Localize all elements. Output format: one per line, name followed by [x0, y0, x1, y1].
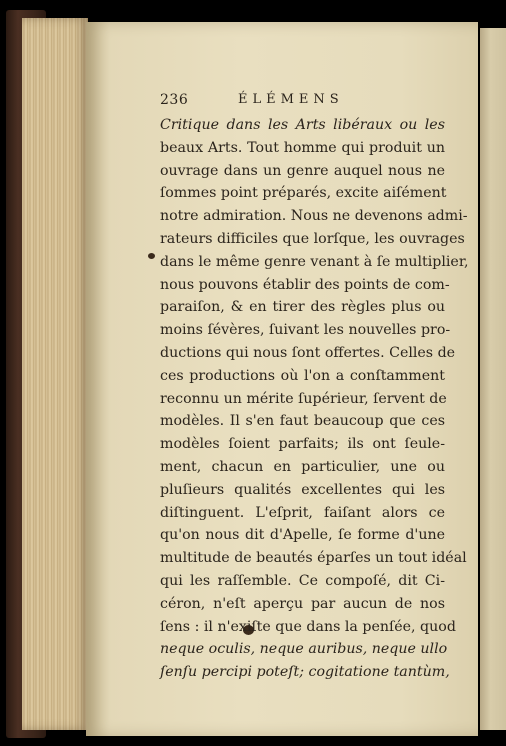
page-number: 236	[160, 92, 189, 108]
text-line: multitude de beautés éparſes un tout idéal	[160, 550, 467, 567]
page-block-edges	[22, 18, 88, 730]
ink-stain	[148, 253, 155, 259]
text-line: ces productions où l'on a conſtamment	[160, 367, 445, 384]
text-line: paraiſon, & en tirer des règles plus ou	[160, 299, 445, 316]
text-line: reconnu un mérite ſupérieur, ſervent de	[160, 390, 447, 407]
text-line: beaux Arts. Tout homme qui produit un	[160, 139, 445, 156]
text-line: qu'on nous dit d'Apelle, ſe forme d'une	[160, 527, 445, 544]
text-line: neque oculis, neque auribus, neque ullo	[160, 641, 448, 658]
text-line: moins ſévères, ſuivant les nouvelles pro-	[160, 322, 451, 339]
text-line: nous pouvons établir des points de com-	[160, 276, 450, 293]
running-title: ÉLÉMENS	[238, 92, 344, 107]
text-line: ment, chacun en particulier, une ou	[160, 458, 445, 475]
text-line: céron, n'eſt aperçu par aucun de nos	[160, 595, 445, 612]
text-line: ouvrage dans un genre auquel nous ne	[160, 162, 445, 179]
text-line: qui les raſſemble. Ce compoſé, dit Ci-	[160, 572, 445, 589]
text-line: ſens : il n'exiſte que dans la penſée, quod	[160, 618, 456, 635]
page-header	[160, 92, 445, 114]
text-line: ſenſu percipi poteſt; cogitatione tantùm,	[160, 664, 450, 681]
text-line: dans le même genre venant à ſe multiplier,	[160, 253, 469, 270]
text-line: pluſieurs qualités excellentes qui les	[160, 481, 445, 498]
page-text	[160, 92, 469, 684]
facing-page-edge	[480, 28, 506, 730]
text-line: modèles ſoient parfaits; ils ont ſeule-	[160, 436, 445, 453]
text-line: rateurs difficiles que lorſque, les ouvrages	[160, 230, 465, 247]
text-line: notre admiration. Nous ne devenons admi-	[160, 208, 468, 225]
text-line: Critique dans les Arts libéraux ou les	[160, 117, 445, 133]
text-line: ductions qui nous ſont offertes. Celles de	[160, 344, 456, 361]
text-line: ſommes point préparés, excite aiſément	[160, 185, 447, 202]
text-line: modèles. Il s'en faut beaucoup que ces	[160, 413, 445, 430]
text-line: diſtinguent. L'eſprit, faiſant alors ce	[160, 504, 445, 521]
